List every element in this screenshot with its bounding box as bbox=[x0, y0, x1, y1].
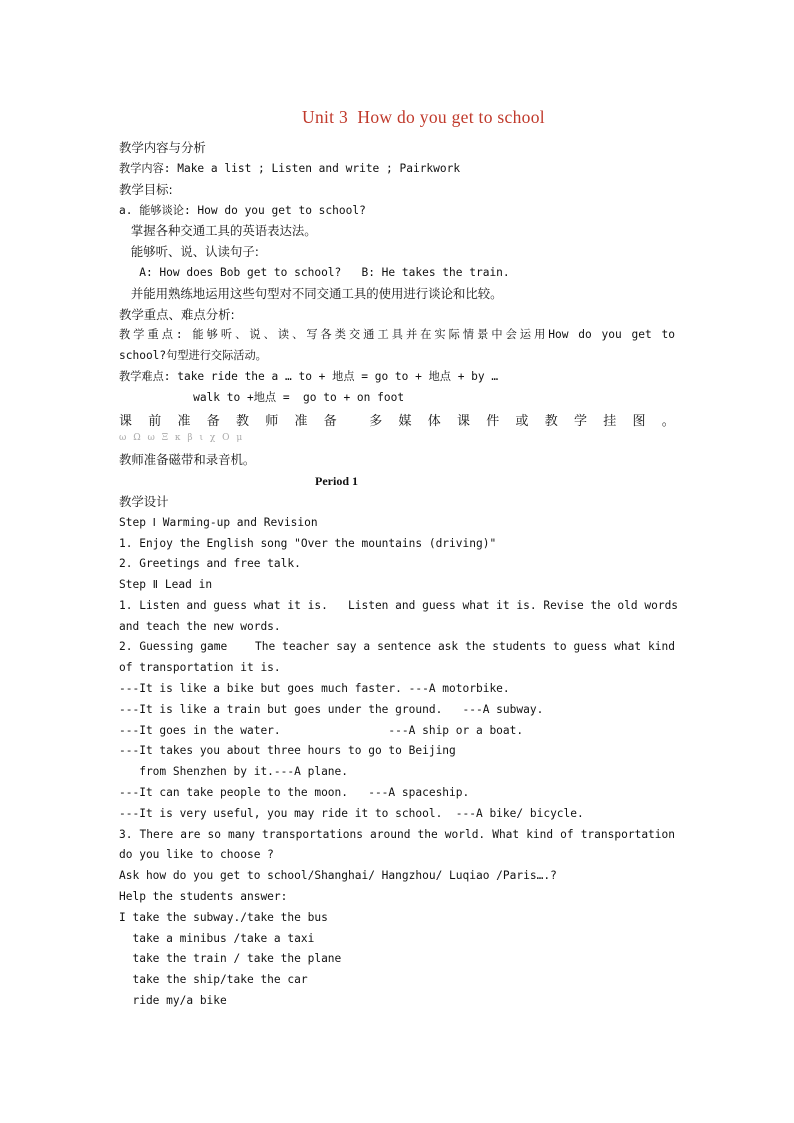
answer-line: take the train / take the plane bbox=[119, 952, 342, 965]
spread-char: 挂 bbox=[603, 414, 617, 429]
answer-line: ride my/a bike bbox=[119, 994, 227, 1007]
section-heading-content: 教学内容与分析 bbox=[119, 140, 206, 155]
riddle-line: ---It goes in the water. ---A ship or a boat. bbox=[119, 724, 524, 737]
spread-char: 备 bbox=[323, 414, 337, 429]
step-1-heading: Step Ⅰ Warming-up and Revision bbox=[119, 516, 318, 529]
step-2-heading: Step Ⅱ Lead in bbox=[119, 578, 213, 591]
section-heading-design: 教学设计 bbox=[119, 494, 169, 509]
riddle-line: ---It is like a train but goes under the ground. ---A subway. bbox=[119, 703, 544, 716]
section-heading-keypoints: 教学重点、难点分析: bbox=[119, 307, 235, 322]
objective-line-expressions: 掌握各种交通工具的英语表达法。 bbox=[119, 223, 317, 238]
section-heading-objectives: 教学目标: bbox=[119, 182, 173, 197]
example-dialogue-line: A: How does Bob get to school? B: He takes the train. bbox=[119, 266, 510, 279]
spread-char: 师 bbox=[265, 414, 279, 429]
riddle-line: ---It is like a bike but goes much faster. ---A motorbike. bbox=[119, 682, 510, 695]
preparation-spread-line bbox=[119, 410, 675, 429]
preparation-line: 教师准备磁带和录音机。 bbox=[119, 452, 256, 467]
spread-char: 图 bbox=[632, 414, 646, 429]
riddle-line: ---It takes you about three hours to go to Beijing bbox=[119, 744, 456, 757]
step-2-item-2: 2. Guessing game The teacher say a sentence ask the students to guess what kind bbox=[119, 640, 675, 653]
spread-char: 媒 bbox=[398, 414, 412, 429]
spread-char: 。 bbox=[661, 414, 675, 429]
spread-char: 准 bbox=[294, 414, 308, 429]
spread-char: 多 bbox=[369, 414, 383, 429]
garbled-symbols: ω Ω ω Ξ κ β ι χ Ο μ bbox=[119, 433, 245, 443]
riddle-line: from Shenzhen by it.---A plane. bbox=[119, 765, 349, 778]
spread-char: 前 bbox=[148, 414, 162, 429]
objective-a-line: a. 能够谈论: How do you get to school? bbox=[119, 204, 366, 217]
step-2-item-2-cont: of transportation it is. bbox=[119, 661, 281, 674]
riddle-line: ---It can take people to the moon. ---A spaceship. bbox=[119, 786, 470, 799]
spread-char: 或 bbox=[515, 414, 529, 429]
spread-char: 课 bbox=[119, 414, 133, 429]
step-1-item-2: 2. Greetings and free talk. bbox=[119, 557, 301, 570]
keypoint-line-2: school?句型进行交际活动。 bbox=[119, 349, 267, 362]
difficulty-line-2: walk to +地点 = go to + on foot bbox=[119, 391, 405, 404]
help-line: Help the students answer: bbox=[119, 890, 288, 903]
period-heading: Period 1 bbox=[315, 474, 358, 488]
answer-line: I take the subway./take the bus bbox=[119, 911, 328, 924]
step-2-item-1: 1. Listen and guess what it is. Listen and guess what it is. Revise the old words bbox=[119, 599, 679, 612]
answer-line: take a minibus /take a taxi bbox=[119, 932, 315, 945]
spread-char: 教 bbox=[544, 414, 558, 429]
spread-char: 准 bbox=[177, 414, 191, 429]
riddle-line: ---It is very useful, you may ride it to school. ---A bike/ bicycle. bbox=[119, 807, 584, 820]
spread-char: 课 bbox=[456, 414, 470, 429]
objective-line-sentences: 能够听、说、认读句子: bbox=[119, 244, 259, 259]
teaching-content-line: 教学内容: Make a list ; Listen and write ; Pairkwork bbox=[119, 162, 461, 175]
step-2-item-3-cont: do you like to choose ? bbox=[119, 848, 274, 861]
step-1-item-1: 1. Enjoy the English song "Over the mountains (driving)" bbox=[119, 537, 497, 550]
spread-char: 件 bbox=[486, 414, 500, 429]
spread-char: 学 bbox=[573, 414, 587, 429]
spread-char: 教 bbox=[236, 414, 250, 429]
answer-line: take the ship/take the car bbox=[119, 973, 308, 986]
keypoint-line-1: 教学重点: 能够听、说、读、写各类交通工具并在实际情景中会运用How do you get to bbox=[119, 328, 675, 341]
step-2-item-3: 3. There are so many transportations around the world. What kind of transportation bbox=[119, 828, 675, 841]
difficulty-line-1: 教学难点: take ride the a … to + 地点 = go to + 地点 + by … bbox=[119, 370, 499, 383]
ask-line: Ask how do you get to school/Shanghai/ Hangzhou/ Luqiao /Paris….? bbox=[119, 869, 557, 882]
step-2-item-1-cont: and teach the new words. bbox=[119, 620, 281, 633]
objective-line-compare: 并能用熟练地运用这些句型对不同交通工具的使用进行谈论和比较。 bbox=[119, 286, 503, 301]
spread-char: 备 bbox=[206, 414, 220, 429]
page-title: Unit 3 How do you get to school bbox=[302, 107, 545, 127]
spread-char: 体 bbox=[427, 414, 441, 429]
